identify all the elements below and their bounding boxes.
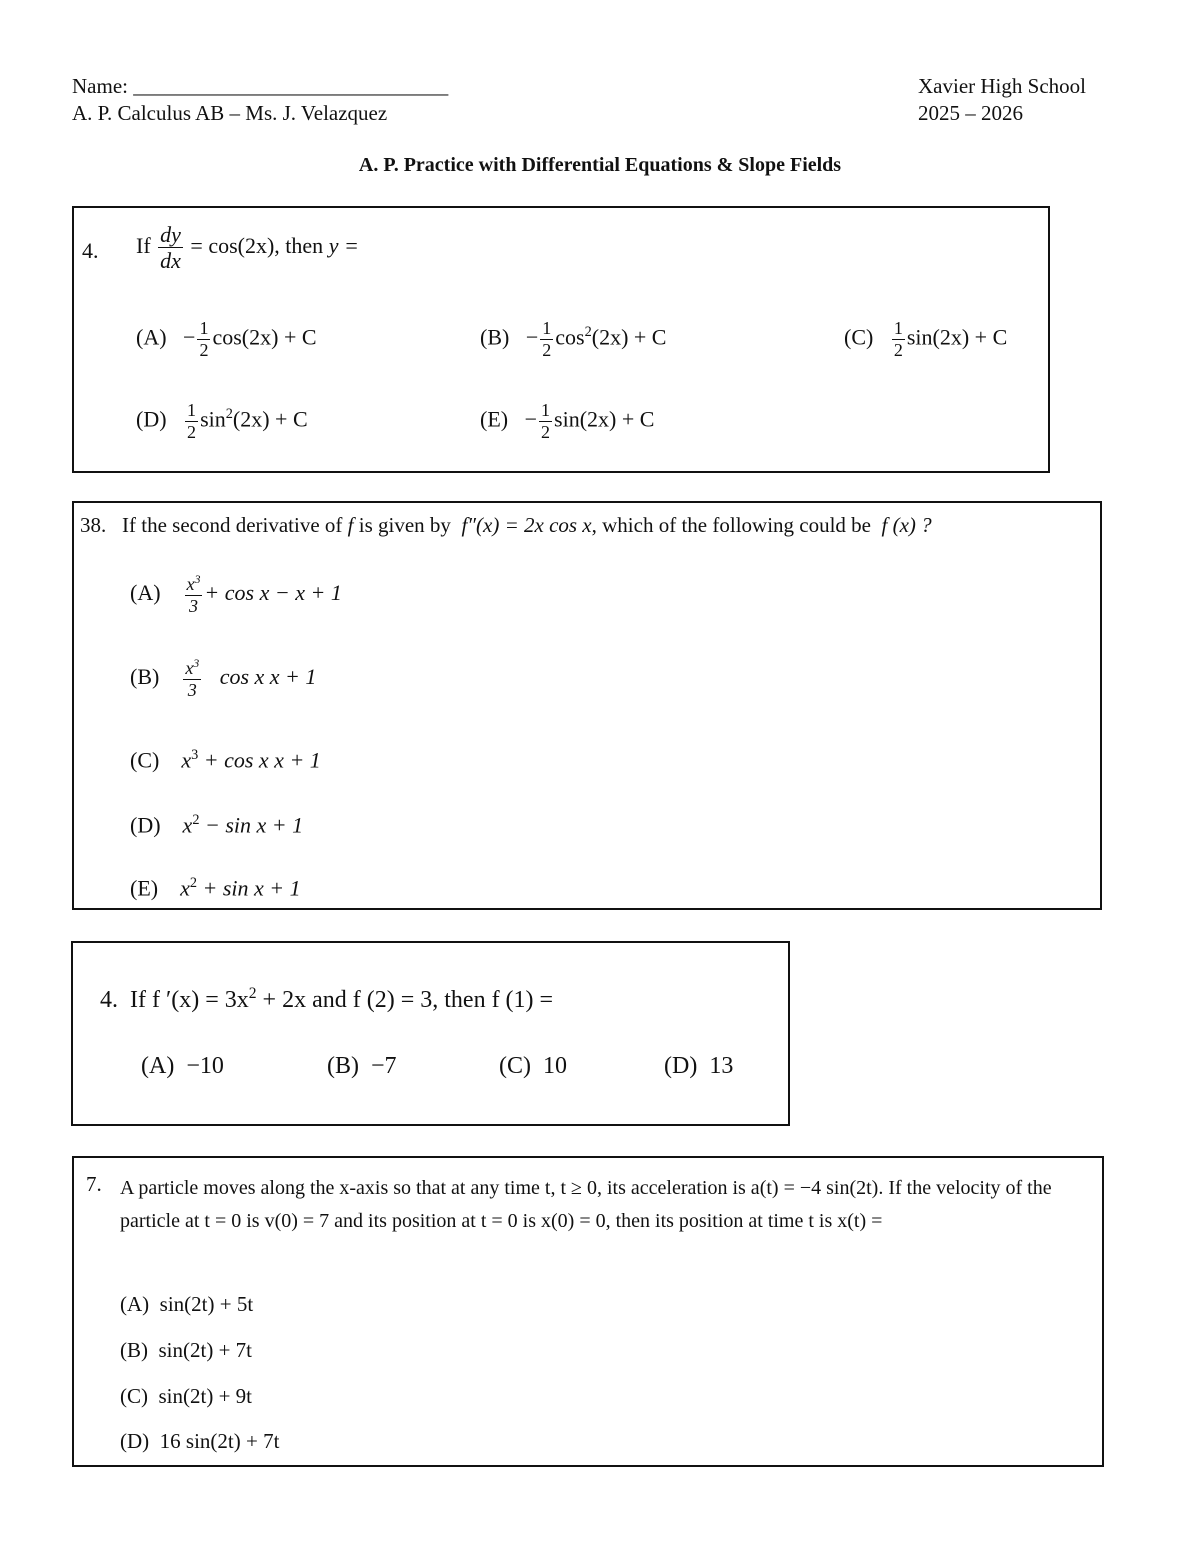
option-d[interactable]: (D) 16 sin(2t) + 7t xyxy=(120,1429,280,1453)
option-a[interactable]: (A) −10 xyxy=(141,1053,224,1079)
name-blank[interactable]: ______________________________ xyxy=(133,74,449,98)
question-stem: A particle moves along the x-axis so that at any time t, t ≥ 0, its acceleration is a(t) = −4 sin(2t). If the velocity of the particle at t = 0 is v(0) = 7 and its position at t = 0 is x(0) = 0, then its position at time t is x(t) = xyxy=(120,1177,1052,1232)
school-year: 2025 – 2026 xyxy=(918,101,1023,125)
question-stem: 38. If the second derivative of f is given by f″(x) = 2x cos x, which of the following could be f (x) ? xyxy=(80,513,932,537)
question-box-1 xyxy=(72,206,1050,473)
name-line[interactable] xyxy=(72,73,448,99)
question-box-2 xyxy=(72,501,1102,910)
option-e[interactable]: (E) $x^2 + \sin x + 1$ xyxy=(130,875,301,901)
question-number: 7. xyxy=(86,1172,102,1196)
dy-dx-fraction: $\frac{dy}{dx}$ xyxy=(160,222,181,274)
question-box-3 xyxy=(71,941,790,1126)
question-number: 4. xyxy=(100,987,118,1013)
option-b[interactable]: (B) −7 xyxy=(327,1053,397,1079)
question-stem: If $\frac{dy}{dx}$ = cos(2x), then y = xyxy=(136,222,359,274)
question-box-4 xyxy=(72,1156,1104,1467)
option-a[interactable]: (A) sin(2t) + 5t xyxy=(120,1292,254,1316)
school-name: Xavier High School xyxy=(918,74,1086,98)
option-a[interactable]: (A) − $\frac{1}{2}$ cos(2x) + C xyxy=(136,318,317,360)
option-d[interactable]: (D) $\frac{1}{2}$ $\sin^2(2x) + C$ xyxy=(136,400,308,442)
option-c[interactable]: (C) $x^3 + \cos x$ x + 1 xyxy=(130,747,321,773)
option-b[interactable]: (B) − $\frac{1}{2}$ $\cos^2(2x) + C$ xyxy=(480,318,667,360)
course-title: A. P. Calculus AB – Ms. J. Velazquez xyxy=(72,101,388,125)
option-d[interactable]: (D) $x^2 - \sin x + 1$ xyxy=(130,812,304,838)
option-e[interactable]: (E) − $\frac{1}{2}$ sin(2x) + C xyxy=(480,400,655,442)
page-title: A. P. Practice with Differential Equations & Slope Fields xyxy=(358,154,842,176)
option-b[interactable]: (B) $\frac{x^3}{3}$ cos x x + 1 xyxy=(130,657,317,700)
option-c[interactable]: (C) sin(2t) + 9t xyxy=(120,1384,253,1408)
option-a[interactable]: (A) $\frac{x^3}{3}$ + cos x − x + 1 xyxy=(130,573,342,616)
option-c[interactable]: (C) 10 xyxy=(499,1053,567,1079)
question-number: 4. xyxy=(82,238,99,263)
question-number: 38. xyxy=(80,513,107,537)
option-d[interactable]: (D) 13 xyxy=(664,1053,734,1079)
question-stem: 4. If f $'(x) = 3x^2 + 2x$ and f (2) = 3, then f (1) = xyxy=(100,985,554,1013)
option-b[interactable]: (B) sin(2t) + 7t xyxy=(120,1338,253,1362)
option-c[interactable]: (C) $\frac{1}{2}$ sin(2x) + C xyxy=(844,318,1008,360)
name-label: Name: xyxy=(72,74,128,98)
